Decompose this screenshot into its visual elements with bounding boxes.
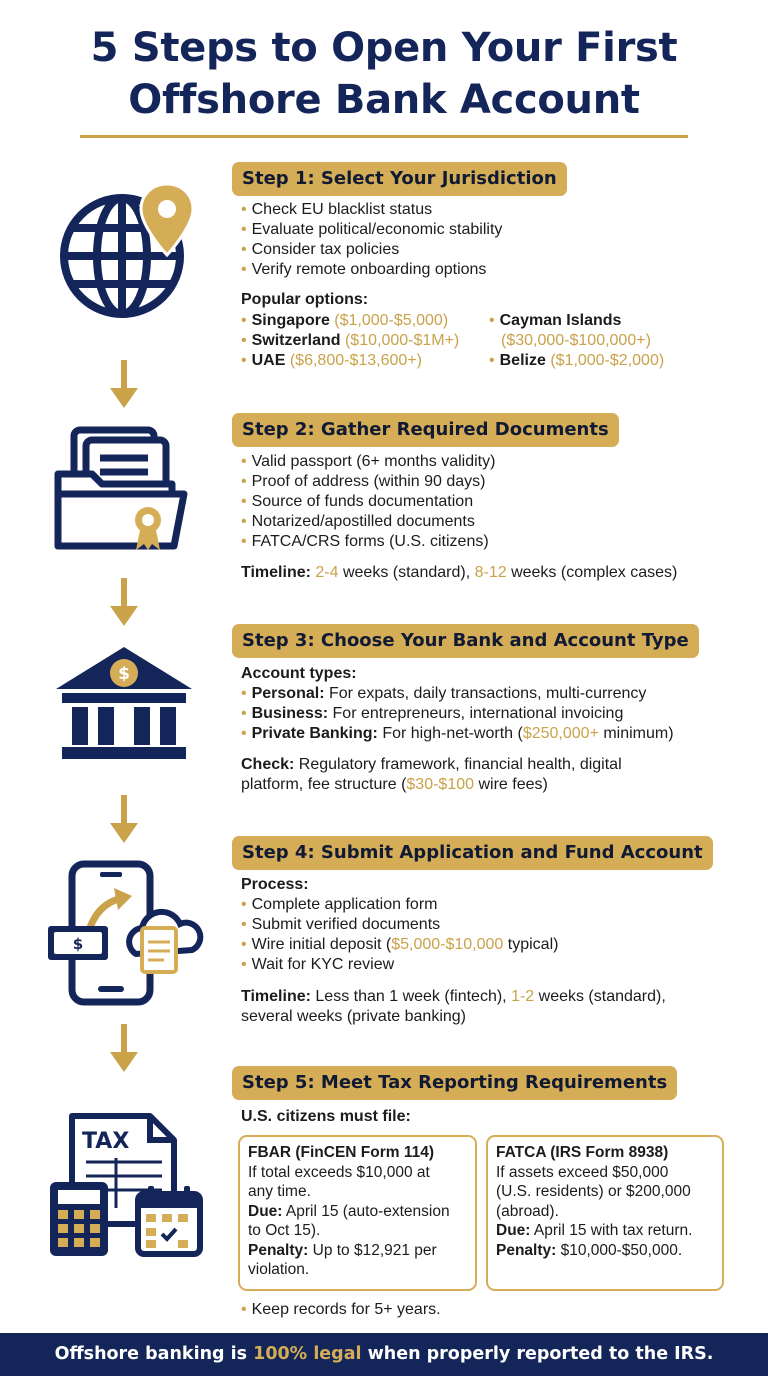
step-1-content — [241, 200, 502, 280]
option-item: • Singapore ($1,000-$5,000) — [241, 311, 459, 331]
option-item: • Belize ($1,000-$2,000) — [489, 351, 664, 371]
footer-banner: Offshore banking is 100% legal when properly reported to the IRS. — [0, 1333, 768, 1376]
arrow-down-icon — [110, 578, 138, 628]
bank-building-icon — [52, 643, 197, 763]
arrow-down-icon — [110, 795, 138, 845]
tax-documents-icon — [46, 1112, 206, 1260]
list-item: • Private Banking: For high-net-worth ($250,000+ minimum) — [241, 724, 674, 744]
process-label: Process: — [241, 876, 309, 893]
svg-text:$: $ — [118, 664, 130, 684]
popular-options-label: Popular options: — [241, 291, 369, 308]
svg-text:TAX: TAX — [82, 1129, 130, 1154]
list-item: • Check EU blacklist status — [241, 200, 502, 220]
list-item: • Wire initial deposit ($5,000-$10,000 typical) — [241, 935, 558, 955]
popular-options-col-1 — [241, 311, 459, 371]
svg-text:$: $ — [72, 935, 84, 953]
popular-options-col-2 — [489, 311, 664, 371]
title-divider — [80, 135, 688, 138]
list-item: • Evaluate political/economic stability — [241, 220, 502, 240]
list-item: • Proof of address (within 90 days) — [241, 472, 495, 492]
step-2-timeline: Timeline: 2-4 weeks (standard), 8-12 weeks (complex cases) — [241, 564, 678, 581]
step-5-intro: U.S. citizens must file: — [241, 1108, 411, 1125]
arrow-down-icon — [110, 360, 138, 410]
documents-folder-icon — [52, 424, 202, 554]
mobile-transfer-icon — [44, 860, 204, 1008]
list-item: • Personal: For expats, daily transactions, multi-currency — [241, 684, 674, 704]
list-item: • Wait for KYC review — [241, 955, 558, 975]
records-note — [241, 1300, 441, 1320]
fatca-card: FATCA (IRS Form 8938) If assets exceed $50,000 (U.S. residents) or $200,000 (abroad). Due: April 15 with tax return. Penalty: $10,000-$50,000. — [486, 1135, 724, 1291]
arrow-down-icon — [110, 1024, 138, 1074]
title-line-1: 5 Steps to Open Your First — [90, 25, 678, 71]
step-4-heading: Step 4: Submit Application and Fund Account — [232, 836, 713, 870]
list-item: • Source of funds documentation — [241, 492, 495, 512]
list-item: • Submit verified documents — [241, 915, 558, 935]
step-3-content — [241, 664, 674, 744]
title-line-2: Offshore Bank Account — [128, 77, 640, 123]
list-item: • FATCA/CRS forms (U.S. citizens) — [241, 532, 495, 552]
step-4-timeline: Timeline: Less than 1 week (fintech), 1-2 weeks (standard), several weeks (private banking) — [241, 988, 666, 1025]
option-item: • Cayman Islands — [489, 311, 664, 331]
step-3-heading: Step 3: Choose Your Bank and Account Type — [232, 624, 699, 658]
step-2-content — [241, 452, 495, 552]
account-types-label: Account types: — [241, 665, 357, 682]
step-3-check: Check: Regulatory framework, financial health, digital platform, fee structure ($30-$100 wire fees) — [241, 756, 622, 793]
list-item: • Complete application form — [241, 895, 558, 915]
list-item: • Notarized/apostilled documents — [241, 512, 495, 532]
step-2-heading: Step 2: Gather Required Documents — [232, 413, 619, 447]
step-1-heading: Step 1: Select Your Jurisdiction — [232, 162, 567, 196]
option-item: • UAE ($6,800-$13,600+) — [241, 351, 459, 371]
fbar-title: FBAR (FinCEN Form 114) — [248, 1144, 435, 1161]
step-4-content — [241, 875, 558, 975]
option-item: • Switzerland ($10,000-$1M+) — [241, 331, 459, 351]
page-title — [0, 22, 768, 126]
step-5-heading: Step 5: Meet Tax Reporting Requirements — [232, 1066, 677, 1100]
fbar-card: FBAR (FinCEN Form 114) If total exceeds $10,000 at any time. Due: April 15 (auto-extension to Oct 15). Penalty: Up to $12,921 per violation. — [238, 1135, 477, 1291]
list-item: • Verify remote onboarding options — [241, 260, 502, 280]
list-item: • Keep records for 5+ years. — [241, 1300, 441, 1320]
list-item: • Valid passport (6+ months validity) — [241, 452, 495, 472]
fatca-title: FATCA (IRS Form 8938) — [496, 1144, 669, 1161]
list-item: • Business: For entrepreneurs, international invoicing — [241, 704, 674, 724]
globe-location-icon — [55, 178, 200, 323]
list-item: • Consider tax policies — [241, 240, 502, 260]
option-range: ($30,000-$100,000+) — [501, 332, 651, 349]
